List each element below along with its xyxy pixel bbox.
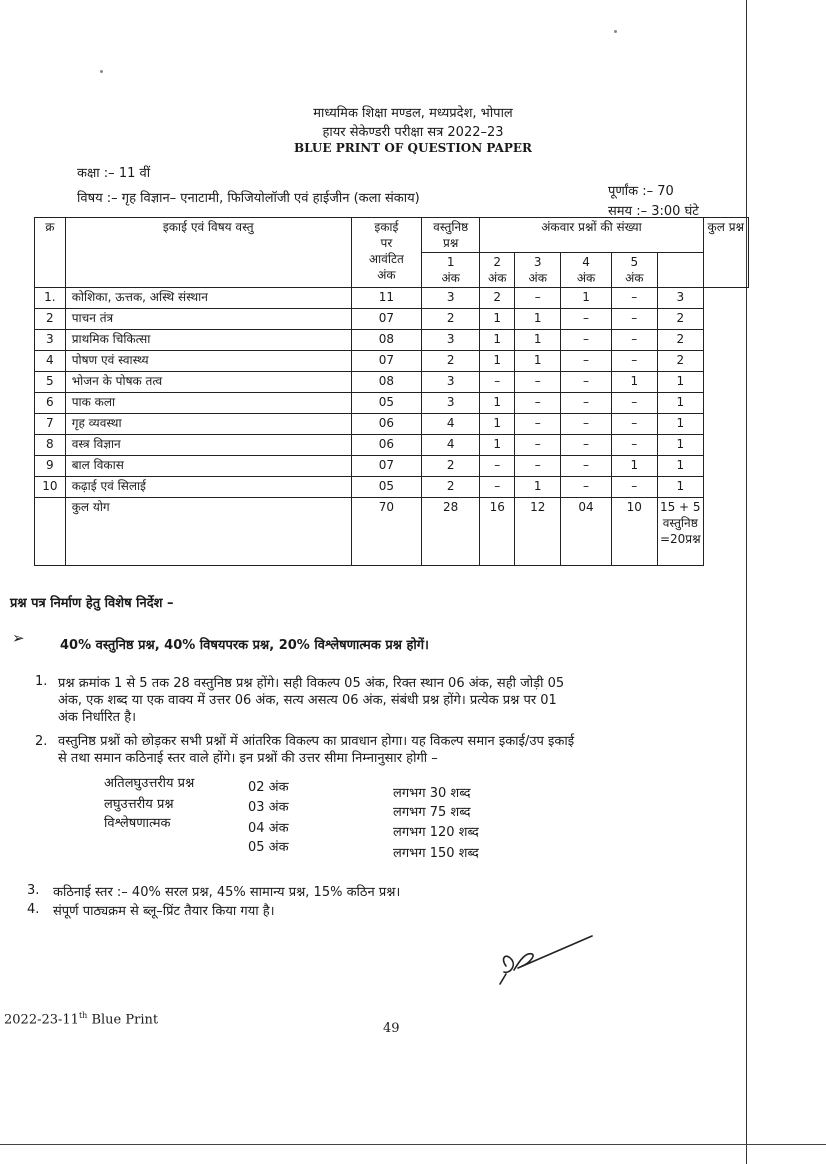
- cell-m3: –: [515, 435, 561, 456]
- limit-marks: 04 अंक: [248, 821, 289, 836]
- cell-unit: पाचन तंत्र: [65, 309, 351, 330]
- page-edge-line: [746, 0, 747, 1164]
- footer-label: 2022-23-11th Blue Print: [4, 1011, 159, 1028]
- cell-sno: 10: [35, 477, 66, 498]
- total-m4: 04: [561, 498, 611, 566]
- limit-words: लगभग 30 शब्द: [393, 786, 471, 801]
- col-header-sno: क्र: [35, 218, 66, 288]
- total-m5: 10: [611, 498, 657, 566]
- item-number: 2.: [35, 734, 48, 749]
- table-row: [35, 393, 749, 414]
- limit-type: अतिलघुउत्तरीय प्रश्न: [104, 776, 195, 791]
- cell-m2: 1: [480, 393, 515, 414]
- cell-sno: 1.: [35, 288, 66, 309]
- cell-m2: 1: [480, 351, 515, 372]
- cell-m4: –: [561, 456, 611, 477]
- cell-unit: कढ़ाई एवं सिलाई: [65, 477, 351, 498]
- cell-marks: 07: [351, 351, 421, 372]
- scan-speck: [100, 70, 103, 73]
- cell-m3: –: [515, 288, 561, 309]
- cell-marks: 11: [351, 288, 421, 309]
- table-row: [35, 351, 749, 372]
- cell-m3: 1: [515, 309, 561, 330]
- cell-marks: 05: [351, 477, 421, 498]
- cell-m5: –: [611, 288, 657, 309]
- exam-session: हायर सेकेण्डरी परीक्षा सत्र 2022–23: [322, 125, 504, 140]
- col-header-m2: 2 अंक: [480, 253, 515, 288]
- limit-words: लगभग 120 शब्द: [393, 825, 479, 840]
- cell-m3: –: [515, 456, 561, 477]
- cell-m5: –: [611, 351, 657, 372]
- cell-total: 2: [657, 351, 703, 372]
- cell-total: 1: [657, 477, 703, 498]
- document-title: BLUE PRINT OF QUESTION PAPER: [293, 141, 533, 155]
- cell-total: 1: [657, 456, 703, 477]
- instruction-item-2: वस्तुनिष्ठ प्रश्नों को छोड़कर सभी प्रश्नों में आंतरिक विकल्प का प्रावधान होगा। यह विकल्प समान इकाई/उप इकाई से तथा समान कठिनाई स्तर वाले होंगे। इन प्रश्नों की उत्तर सीमा निम्नानुसार होगी –: [58, 734, 575, 766]
- limit-marks: 02 अंक: [248, 780, 289, 795]
- cell-sno: [35, 498, 66, 566]
- question-distribution: 40% वस्तुनिष्ठ प्रश्न, 40% विषयपरक प्रश्न, 20% विश्लेषणात्मक प्रश्न होगें।: [60, 638, 429, 653]
- cell-m4: –: [561, 393, 611, 414]
- cell-m1: 3: [421, 393, 479, 414]
- cell-unit: कोशिका, ऊत्तक, अस्थि संस्थान: [65, 288, 351, 309]
- item-number: 3.: [27, 883, 40, 898]
- cell-m4: –: [561, 477, 611, 498]
- col-header-total: कुल प्रश्न: [703, 218, 748, 288]
- cell-m1: 2: [421, 456, 479, 477]
- cell-m2: –: [480, 456, 515, 477]
- col-header-markwise: अंकवार प्रश्नों की संख्या: [480, 218, 703, 253]
- cell-m5: –: [611, 414, 657, 435]
- cell-unit: भोजन के पोषक तत्व: [65, 372, 351, 393]
- total-m3: 12: [515, 498, 561, 566]
- col-header-m4: 4 अंक: [561, 253, 611, 288]
- table-total-row: [35, 498, 749, 566]
- cell-total: 1: [657, 414, 703, 435]
- limit-type: विश्लेषणात्मक: [104, 816, 171, 831]
- cell-m5: –: [611, 393, 657, 414]
- cell-sno: 9: [35, 456, 66, 477]
- cell-unit: बाल विकास: [65, 456, 351, 477]
- subject-label: विषय :– गृह विज्ञान– एनाटामी, फिजियोलॉजी एवं हाईजीन (कला संकाय): [77, 191, 420, 206]
- item-number: 4.: [27, 902, 40, 917]
- cell-m1: 3: [421, 372, 479, 393]
- cell-marks: 05: [351, 393, 421, 414]
- cell-marks: 06: [351, 414, 421, 435]
- cell-m1: 4: [421, 435, 479, 456]
- col-header-objective: वस्तुनिष्ठ प्रश्न: [421, 218, 479, 253]
- board-title: माध्यमिक शिक्षा मण्डल, मध्यप्रदेश, भोपाल: [313, 106, 513, 121]
- total-m2: 16: [480, 498, 515, 566]
- cell-unit: प्राथमिक चिकित्सा: [65, 330, 351, 351]
- limit-words: लगभग 75 शब्द: [393, 805, 471, 820]
- cell-unit: गृह व्यवस्था: [65, 414, 351, 435]
- cell-m2: –: [480, 477, 515, 498]
- col-header-m3: 3 अंक: [515, 253, 561, 288]
- col-header-m1: 1 अंक: [421, 253, 479, 288]
- class-label: कक्षा :– 11 वीं: [77, 166, 151, 181]
- cell-m2: 1: [480, 414, 515, 435]
- cell-m4: –: [561, 330, 611, 351]
- cell-sno: 6: [35, 393, 66, 414]
- col-header-alloc: इकाई पर आवंटित अंक: [351, 218, 421, 288]
- cell-total: 1: [657, 435, 703, 456]
- cell-m2: 2: [480, 288, 515, 309]
- cell-m4: –: [561, 309, 611, 330]
- cell-total: 3: [657, 288, 703, 309]
- cell-m5: –: [611, 477, 657, 498]
- total-m1: 28: [421, 498, 479, 566]
- table-row: [35, 288, 749, 309]
- col-header-m5: 5 अंक: [611, 253, 657, 288]
- cell-sno: 5: [35, 372, 66, 393]
- cell-m4: –: [561, 372, 611, 393]
- cell-m1: 2: [421, 351, 479, 372]
- cell-sno: 4: [35, 351, 66, 372]
- limit-marks: 05 अंक: [248, 840, 289, 855]
- cell-m1: 4: [421, 414, 479, 435]
- cell-m5: –: [611, 309, 657, 330]
- max-marks: पूर्णांक :– 70: [608, 184, 674, 199]
- signature-mark: [492, 930, 602, 990]
- table-row: [35, 477, 749, 498]
- cell-m4: –: [561, 414, 611, 435]
- scan-speck: [614, 30, 617, 33]
- cell-m5: 1: [611, 456, 657, 477]
- page-bottom-line: [0, 1144, 826, 1145]
- cell-marks: 08: [351, 330, 421, 351]
- limit-words: लगभग 150 शब्द: [393, 846, 479, 861]
- table-row: [35, 414, 749, 435]
- cell-m3: 1: [515, 330, 561, 351]
- cell-marks: 06: [351, 435, 421, 456]
- instruction-item-3: कठिनाई स्तर :– 40% सरल प्रश्न, 45% सामान्य प्रश्न, 15% कठिन प्रश्न।: [53, 885, 401, 900]
- cell-m4: –: [561, 351, 611, 372]
- table-row: [35, 309, 749, 330]
- limit-marks: 03 अंक: [248, 800, 289, 815]
- cell-sno: 2: [35, 309, 66, 330]
- cell-m5: 1: [611, 372, 657, 393]
- cell-marks: 08: [351, 372, 421, 393]
- cell-total: 1: [657, 393, 703, 414]
- table-header-row: [35, 218, 749, 253]
- cell-m1: 2: [421, 477, 479, 498]
- cell-sno: 8: [35, 435, 66, 456]
- instruction-item-4: संपूर्ण पाठ्यक्रम से ब्लू–प्रिंट तैयार किया गया है।: [53, 904, 275, 919]
- col-header-unit: इकाई एवं विषय वस्तु: [65, 218, 351, 288]
- total-label: कुल योग: [65, 498, 351, 566]
- table-row: [35, 435, 749, 456]
- instruction-item-1: प्रश्न क्रमांक 1 से 5 तक 28 वस्तुनिष्ठ प्रश्न होंगे। सही विकल्प 05 अंक, रिक्त स्थान 06 अंक, सही जोड़ी 05 अंक, एक शब्द या एक वाक्य में उत्तर 06 अंक, सत्य असत्य 06 अंक, संबंधी प्रश्न होंगे। प्रत्येक प्रश्न पर 01 अंक निर्धारित है।: [58, 676, 565, 725]
- table-row: [35, 456, 749, 477]
- cell-m3: –: [515, 414, 561, 435]
- cell-m2: 1: [480, 309, 515, 330]
- instructions-heading: प्रश्न पत्र निर्माण हेतु विशेष निर्देश –: [10, 596, 174, 611]
- cell-m5: –: [611, 330, 657, 351]
- cell-total: 2: [657, 309, 703, 330]
- item-number: 1.: [35, 674, 48, 689]
- cell-m4: 1: [561, 288, 611, 309]
- cell-m5: –: [611, 435, 657, 456]
- cell-m2: –: [480, 372, 515, 393]
- limit-type: लघुउत्तरीय प्रश्न: [104, 797, 174, 812]
- cell-total: 2: [657, 330, 703, 351]
- arrow-bullet-icon: ➢: [12, 629, 25, 647]
- cell-m1: 3: [421, 330, 479, 351]
- cell-m2: 1: [480, 435, 515, 456]
- cell-m3: 1: [515, 351, 561, 372]
- cell-marks: 07: [351, 309, 421, 330]
- cell-marks: 07: [351, 456, 421, 477]
- cell-m3: –: [515, 393, 561, 414]
- cell-m3: –: [515, 372, 561, 393]
- cell-m1: 3: [421, 288, 479, 309]
- cell-m4: –: [561, 435, 611, 456]
- cell-unit: वस्त्र विज्ञान: [65, 435, 351, 456]
- cell-sno: 3: [35, 330, 66, 351]
- page-number: 49: [383, 1021, 400, 1036]
- exam-time: समय :– 3:00 घंटे: [608, 204, 699, 219]
- cell-unit: पाक कला: [65, 393, 351, 414]
- cell-m1: 2: [421, 309, 479, 330]
- table-row: [35, 330, 749, 351]
- cell-unit: पोषण एवं स्वास्थ्य: [65, 351, 351, 372]
- blueprint-table: [34, 217, 749, 566]
- cell-sno: 7: [35, 414, 66, 435]
- cell-total: 1: [657, 372, 703, 393]
- total-marks: 70: [351, 498, 421, 566]
- table-row: [35, 372, 749, 393]
- cell-m3: 1: [515, 477, 561, 498]
- total-questions: 15 + 5 वस्तुनिष्ठ =20प्रश्न: [657, 498, 703, 566]
- cell-m2: 1: [480, 330, 515, 351]
